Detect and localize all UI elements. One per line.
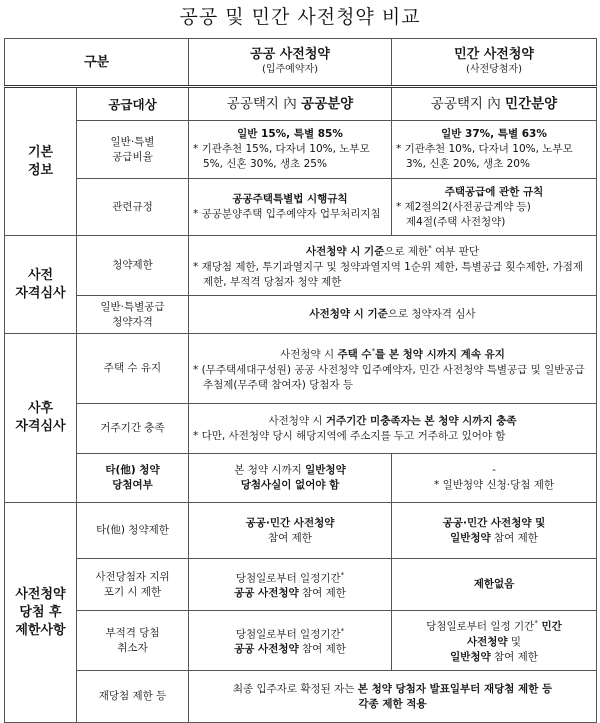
invalid-private-line3-bold: 일반청약 [450, 650, 491, 663]
label-qual-line1: 일반·특별공급 [100, 300, 165, 313]
qual-head-bold: 사전청약 시 기준 [309, 308, 388, 320]
group-restrict-line1: 사전청약 [15, 586, 66, 602]
label-house: 주택 수 유지 [77, 334, 189, 404]
row-supply [5, 87, 597, 121]
supply-public-pre: 공공택지 內 [226, 95, 302, 112]
rewin-line1-bold: 본 청약 당첨자 발표일부터 재당첨 제한 등 [357, 682, 553, 695]
house-note: * (무주택세대구성원) 공공 사전청약 입주예약자, 민간 사전청약 특별공급 및 일반공급 추첨제(무주택 참여자) 당첨자 등 [193, 363, 585, 391]
limit-head-tail: 여부 판단 [431, 245, 479, 258]
row-residence [5, 404, 597, 454]
group-basic [5, 87, 77, 236]
label-rule: 관련규정 [77, 179, 189, 236]
limit-note: * 재당첨 제한, 투기과열지구 및 청약과열지역 1순위 제한, 특별공급 횟수제한, 가점제 제한, 부적격 당첨자 청약 제한 [193, 260, 584, 288]
label-limit: 청약제한 [77, 236, 189, 296]
group-basic-line1: 기본 [27, 144, 54, 160]
group-post [5, 334, 77, 503]
header-public [189, 39, 392, 87]
other-limit-private-line2-rest: 참여 제한 [490, 531, 538, 544]
residence-head-bold: 거주기간 미충족자는 본 청약 시까지 충족 [325, 414, 517, 427]
other-limit-private-line2-bold: 일반청약 [450, 531, 491, 544]
label-supply: 공급대상 [77, 87, 189, 121]
label-qual-line2: 청약자격 [112, 315, 153, 328]
rule-public-note: * 공공분양주택 입주예약자 업무처리지침 [193, 208, 381, 220]
header-row [5, 39, 597, 87]
rule-private [392, 179, 597, 236]
limit-content: 사전청약 시 기준으로 제한* 여부 판단 * 재당첨 제한, 투기과열지구 및 청약과열지역 1순위 제한, 특별공급 횟수제한, 가점제 제한, 부적격 당첨자 청약 제한 [189, 236, 597, 296]
invalid-public-line1: 당첨일로부터 일정기간 [235, 628, 341, 641]
invalid-private-line3-rest: 참여 제한 [490, 650, 538, 663]
other-limit-public-line1: 공공·민간 사전청약 [245, 516, 335, 529]
house-head-mid: 를 본 청약 시까지 계속 유지 [375, 348, 505, 361]
group-pre [5, 236, 77, 334]
ratio-public-note: * 기관추천 15%, 다자녀 10%, 노부모 5%, 신혼 30%, 생초 25% [193, 143, 370, 170]
ratio-private [392, 121, 597, 179]
rewin-line2-bold: 각종 제한 적용 [358, 697, 427, 710]
invalid-private-line2-rest: 및 [507, 635, 522, 648]
other-win-public [189, 454, 392, 503]
invalid-private-line1-bold: 민간 [537, 620, 562, 633]
row-rule [5, 179, 597, 236]
house-content: 사전청약 시 주택 수*를 본 청약 시까지 계속 유지 * (무주택세대구성원) 공공 사전청약 입주예약자, 민간 사전청약 특별공급 및 일반공급 추첨제(무주택 참여자) 당첨자 등 [189, 334, 597, 404]
row-giveup [5, 559, 597, 611]
rule-private-note1: * 제2절의2(사전공급계약 등) [396, 200, 531, 213]
row-invalid [5, 611, 597, 671]
limit-head-rest: 으로 제한 [384, 245, 429, 258]
label-other-win-line2: 당첨여부 [112, 479, 153, 491]
giveup-private: 제한없음 [392, 559, 597, 611]
label-giveup [77, 559, 189, 611]
group-pre-line2: 자격심사 [15, 285, 66, 301]
label-invalid-line1: 부적격 당첨 [105, 626, 160, 639]
label-other-win [77, 454, 189, 503]
invalid-private-line1: 당첨일로부터 일정 기간 [426, 620, 535, 633]
other-limit-private [392, 503, 597, 559]
rule-public-head: 공공주택특별법 시행규칙 [232, 193, 348, 205]
label-giveup-line2: 포기 시 제한 [103, 585, 162, 598]
giveup-public-line1: 당첨일로부터 일정기간 [235, 572, 341, 585]
supply-private-bold: 민간분양 [505, 95, 558, 112]
label-other-limit: 타(他) 청약제한 [77, 503, 189, 559]
supply-private [392, 87, 597, 121]
document-title: 공공 및 민간 사전청약 비교 [179, 6, 421, 28]
residence-note: * 다만, 사전청약 당시 해당지역에 주소지를 두고 거주하고 있어야 함 [193, 429, 506, 442]
residence-head-pre: 사전청약 시 [268, 414, 326, 427]
header-public-title: 공공 사전청약 [250, 47, 330, 62]
house-head-pre: 사전청약 시 [280, 348, 338, 361]
row-limit [5, 236, 597, 296]
label-invalid [77, 611, 189, 671]
row-qual [5, 296, 597, 334]
other-limit-private-line1: 공공·민간 사전청약 및 [442, 516, 546, 529]
supply-public-bold: 공공분양 [301, 95, 354, 112]
header-category: 구분 [5, 39, 189, 87]
group-restrict-line2: 당첨 후 [19, 604, 62, 620]
row-other-limit [5, 503, 597, 559]
limit-head-bold: 사전청약 시 기준 [306, 245, 385, 258]
label-ratio-line2: 공급비율 [112, 150, 153, 163]
label-ratio-line1: 일반·특별 [110, 135, 155, 148]
rule-private-note2: 제4절(주택 사전청약) [406, 215, 506, 228]
header-private-title: 민간 사전청약 [454, 47, 534, 62]
label-qual [77, 296, 189, 334]
other-win-public-line1: 본 청약 시까지 [234, 464, 306, 476]
other-limit-public [189, 503, 392, 559]
invalid-public-line2-rest: 참여 제한 [298, 643, 346, 656]
giveup-public-line2-rest: 참여 제한 [298, 587, 346, 600]
row-rewin [5, 671, 597, 723]
invalid-private-line2-bold: 사전청약 [466, 635, 508, 648]
label-ratio [77, 121, 189, 179]
qual-content [189, 296, 597, 334]
group-post-line1: 사후 [27, 401, 54, 416]
label-other-win-line1: 타(他) 청약 [105, 464, 160, 476]
label-rewin: 재당첨 제한 등 [77, 671, 189, 723]
other-win-public-line2: 당첨사실이 없어야 함 [240, 479, 340, 491]
label-giveup-line1: 사전당첨자 지위 [95, 570, 170, 583]
supply-public [189, 87, 392, 121]
row-other-win [5, 454, 597, 503]
rewin-line1-pre: 최종 입주자로 확정된 자는 [232, 682, 358, 695]
other-win-public-line1-bold: 일반청약 [305, 464, 346, 476]
rule-public [189, 179, 392, 236]
other-win-private-dash: - [492, 464, 496, 476]
invalid-public-line2-bold: 공공 사전청약 [234, 643, 299, 656]
header-public-sub: (입주예약자) [261, 64, 319, 75]
ratio-private-note: * 기관추천 10%, 다자녀 10%, 노부모 3%, 신혼 20%, 생초 20% [396, 143, 573, 170]
comparison-table [4, 38, 597, 723]
ratio-public-head: 일반 15%, 특별 85% [237, 128, 343, 140]
other-win-private-note: * 일반청약 신청·당첨 제한 [433, 479, 555, 491]
rule-private-head: 주택공급에 관한 규칙 [444, 185, 544, 198]
supply-private-pre: 공공택지 內 [430, 95, 506, 112]
group-pre-line1: 사전 [27, 267, 54, 283]
ratio-public [189, 121, 392, 179]
other-limit-public-line2: 참여 제한 [268, 531, 312, 544]
giveup-public: 당첨일로부터 일정기간* 공공 사전청약 참여 제한 [189, 559, 392, 611]
invalid-private: 당첨일로부터 일정 기간* 민간 사전청약 및 일반청약 참여 제한 [392, 611, 597, 671]
label-invalid-line2: 취소자 [117, 641, 148, 654]
group-restrict-line3: 제한사항 [15, 622, 66, 638]
ratio-private-head: 일반 37%, 특별 63% [441, 128, 547, 140]
group-post-line2: 자격심사 [15, 419, 66, 434]
row-ratio [5, 121, 597, 179]
label-residence: 거주기간 충족 [77, 404, 189, 454]
qual-head-rest: 으로 청약자격 심사 [387, 308, 476, 320]
other-win-private [392, 454, 597, 503]
row-house [5, 334, 597, 404]
header-private [392, 39, 597, 87]
residence-content [189, 404, 597, 454]
giveup-public-line2-bold: 공공 사전청약 [234, 587, 299, 600]
house-head-bold1: 주택 수 [337, 348, 372, 361]
header-private-sub: (사전당첨자) [465, 64, 523, 75]
invalid-public: 당첨일로부터 일정기간* 공공 사전청약 참여 제한 [189, 611, 392, 671]
rewin-content [189, 671, 597, 723]
group-restrict [5, 503, 77, 723]
group-basic-line2: 정보 [27, 162, 54, 178]
